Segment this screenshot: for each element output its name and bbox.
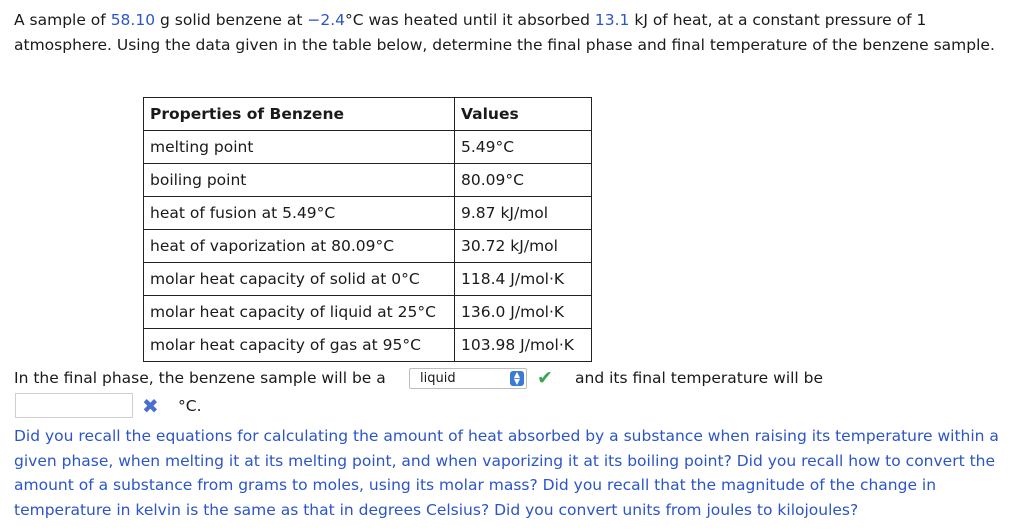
phase-select[interactable]	[409, 368, 527, 389]
select-arrows-icon: ▲ ▼	[510, 371, 524, 386]
value-cell: 118.4 J/mol·K	[455, 263, 592, 296]
property-cell: molar heat capacity of liquid at 25°C	[144, 296, 455, 329]
value-cell: 103.98 J/mol·K	[455, 329, 592, 362]
value-cell: 9.87 kJ/mol	[455, 197, 592, 230]
value-cell: 80.09°C	[455, 164, 592, 197]
value-cell: 5.49°C	[455, 131, 592, 164]
temperature-unit: °C.	[178, 397, 202, 415]
value-cell: 136.0 J/mol·K	[455, 296, 592, 329]
phase-select-value: liquid	[420, 371, 456, 386]
table-header-row	[144, 98, 592, 131]
phase-question-text: In the final phase, the benzene sample will be a	[14, 369, 386, 387]
heat-absorbed: 13.1	[594, 11, 630, 29]
table-row	[144, 296, 592, 329]
property-cell: molar heat capacity of gas at 95°C	[144, 329, 455, 362]
problem-text-2: g solid benzene at	[155, 11, 308, 29]
final-temperature-input[interactable]	[15, 393, 133, 418]
table-row	[144, 230, 592, 263]
feedback-hint: Did you recall the equations for calculating the amount of heat absorbed by a substance when raising its temperature within a given phase, when melting it at its melting point, and when vaporizing it at its boiling point? Did you recall how to convert the amount of a substance from grams to moles, using its molar mass? Did you recall that the magnitude of the change in temperature in kelvin is the same as that in degrees Celsius? Did you convert units from joules to kilojoules?	[14, 427, 999, 519]
header-value: Values	[455, 98, 592, 131]
initial-temperature: −2.4	[307, 11, 345, 29]
problem-text-1: A sample of	[14, 11, 111, 29]
table-row	[144, 263, 592, 296]
problem-text-4: kJ of heat, at a constant pressure of 1 atmosphere. Using the data given in the table below, determine the final phase and final temperature of the benzene sample.	[14, 11, 995, 54]
temperature-question-text: and its final temperature will be	[575, 369, 824, 387]
problem-text-3: °C was heated until it absorbed	[345, 11, 595, 29]
property-cell: heat of vaporization at 80.09°C	[144, 230, 455, 263]
header-property: Properties of Benzene	[144, 98, 455, 131]
table-row	[144, 164, 592, 197]
value-cell: 30.72 kJ/mol	[455, 230, 592, 263]
check-icon: ✔	[537, 367, 553, 389]
property-cell: boiling point	[144, 164, 455, 197]
cross-icon: ✖	[142, 394, 159, 418]
property-cell: molar heat capacity of solid at 0°C	[144, 263, 455, 296]
property-cell: melting point	[144, 131, 455, 164]
sample-mass: 58.10	[110, 11, 156, 29]
properties-table	[143, 97, 592, 362]
table-row	[144, 329, 592, 362]
table-row	[144, 131, 592, 164]
property-cell: heat of fusion at 5.49°C	[144, 197, 455, 230]
problem-statement	[14, 8, 1014, 58]
table-row	[144, 197, 592, 230]
